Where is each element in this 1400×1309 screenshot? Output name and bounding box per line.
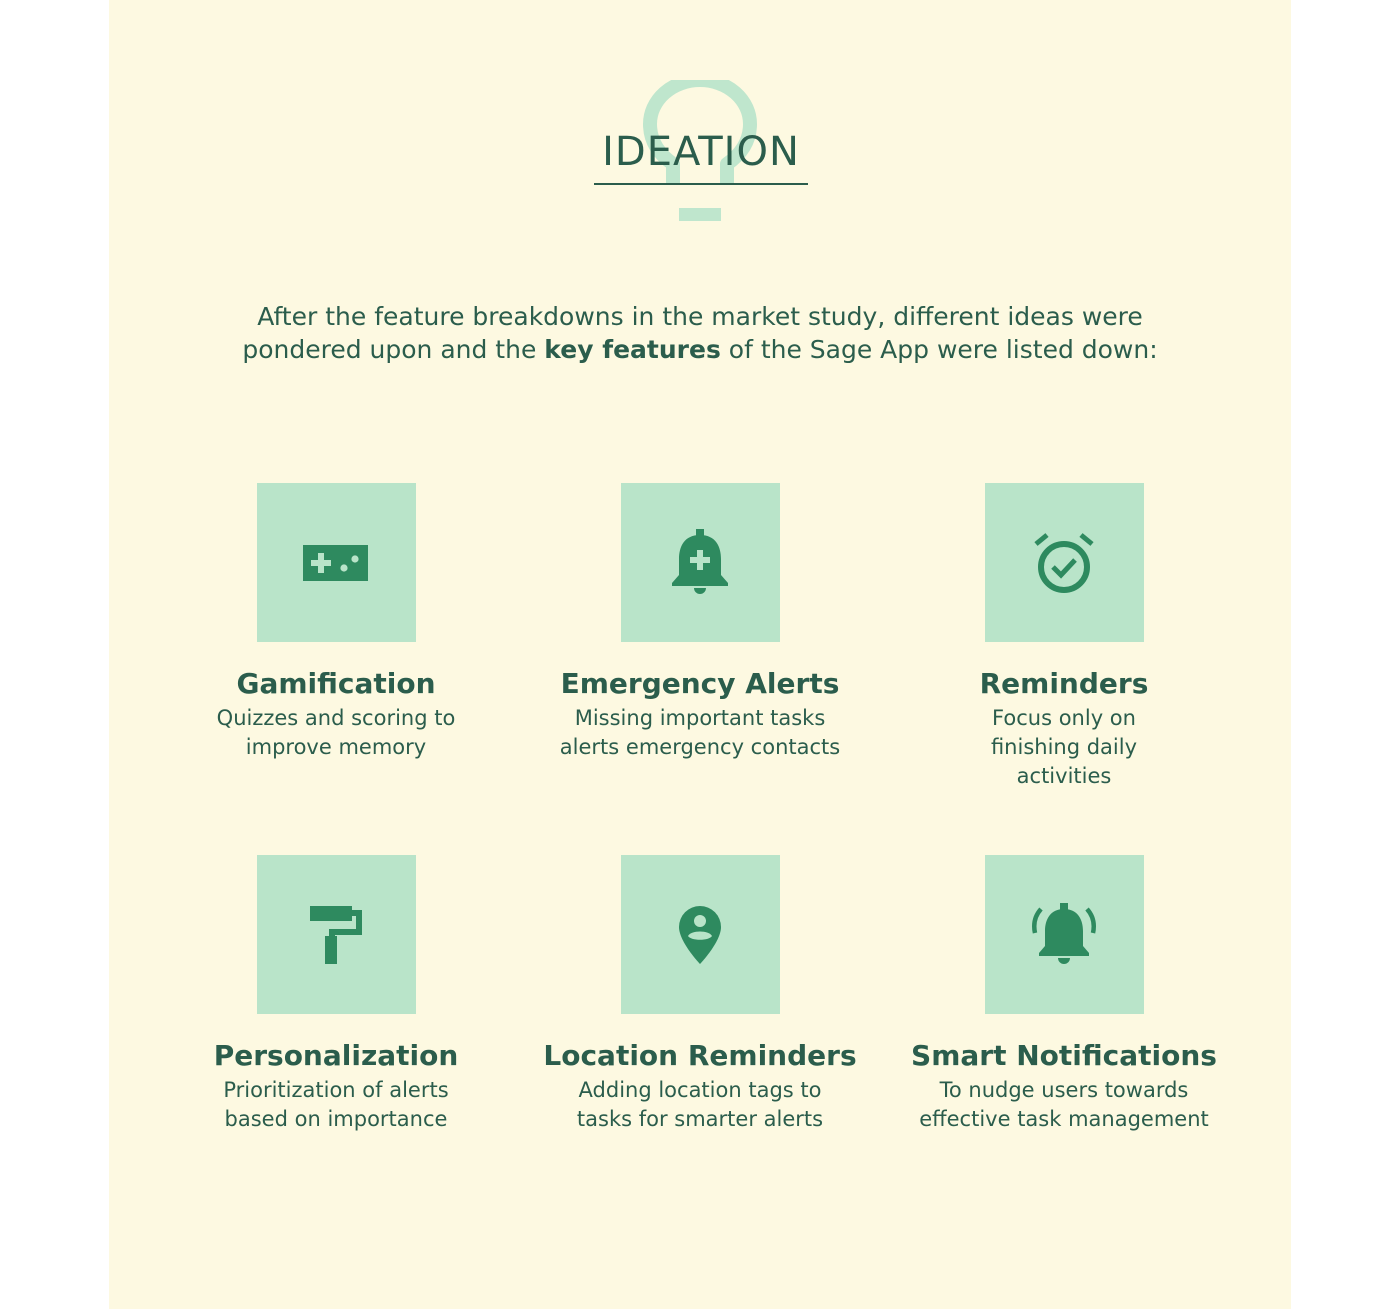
feature-reminders <box>882 483 1246 791</box>
feature-location-reminders <box>518 855 882 1134</box>
feature-description: To nudge users towards effective task management <box>919 1078 1209 1131</box>
feature-personalization <box>154 855 518 1134</box>
feature-tile <box>985 855 1144 1014</box>
feature-title: Reminders <box>979 667 1149 700</box>
feature-title: Location Reminders <box>543 1039 857 1072</box>
feature-tile <box>985 483 1144 642</box>
feature-tile <box>621 483 780 642</box>
feature-emergency-alerts <box>518 483 882 762</box>
bell-ringing-icon <box>1031 903 1097 967</box>
intro-line-2-end: of the Sage App were listed down: <box>720 335 1158 364</box>
feature-tile <box>257 855 416 1014</box>
gamepad-icon <box>301 543 371 583</box>
page-title: IDEATION <box>602 129 800 175</box>
feature-gamification <box>154 483 518 762</box>
feature-description: Adding location tags to tasks for smarter alerts <box>576 1078 824 1131</box>
feature-smart-notifications <box>882 855 1246 1134</box>
paint-roller-icon <box>308 904 364 966</box>
intro-text <box>150 300 1250 366</box>
location-pin-icon <box>677 904 723 966</box>
feature-title: Emergency Alerts <box>560 667 840 700</box>
feature-title: Gamification <box>236 667 436 700</box>
feature-description: Focus only on finishing daily activities <box>990 706 1138 788</box>
feature-tile <box>257 483 416 642</box>
intro-highlight: key features <box>544 335 721 364</box>
feature-description: Missing important tasks alerts emergency contacts <box>559 706 841 759</box>
bell-plus-icon <box>670 529 730 597</box>
alarm-check-icon <box>1032 531 1096 595</box>
intro-line-2-start: pondered upon and the <box>242 335 545 364</box>
feature-title: Personalization <box>213 1039 459 1072</box>
feature-description: Prioritization of alerts based on importance <box>223 1078 449 1131</box>
intro-line-1: After the feature breakdowns in the market study, different ideas were <box>257 302 1143 331</box>
feature-tile <box>621 855 780 1014</box>
feature-description: Quizzes and scoring to improve memory <box>216 706 456 759</box>
title-underline <box>594 183 808 185</box>
feature-title: Smart Notifications <box>911 1039 1217 1072</box>
